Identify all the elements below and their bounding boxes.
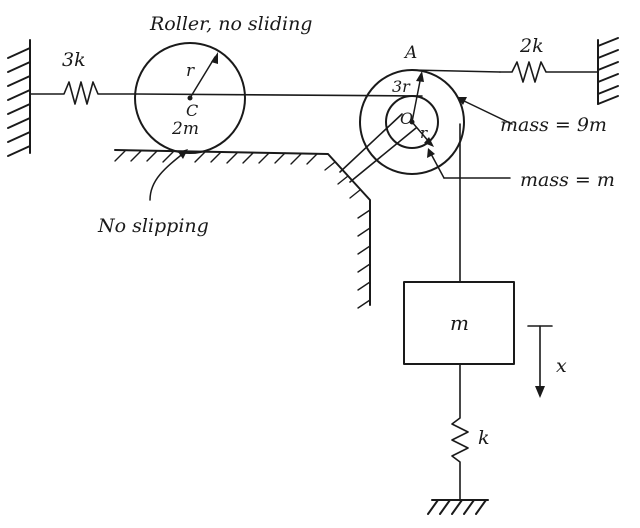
right-wall <box>598 38 618 104</box>
displacement-arrowhead <box>535 386 545 398</box>
bottom-spring <box>452 364 468 500</box>
roller-string <box>136 94 422 96</box>
point-a-label: A <box>405 43 418 63</box>
inner-radius-label: r <box>420 124 428 142</box>
outer-radius-arrowhead <box>416 71 424 82</box>
no-slipping-label: No slipping <box>98 215 209 237</box>
inner-mass-arrowhead <box>427 148 435 158</box>
roller-radius-arrowhead <box>211 52 218 64</box>
inner-mass-label: mass = m <box>520 169 615 191</box>
outer-radius-arrow <box>412 76 421 122</box>
outer-mass-label: mass = 9m <box>500 114 607 136</box>
roller-mass-label: 2m <box>172 119 199 139</box>
block-mass-label: m <box>450 311 469 335</box>
bottom-spring-label: k <box>478 427 490 449</box>
left-spring <box>30 82 136 104</box>
left-wall <box>8 40 30 156</box>
displacement-arrow <box>528 326 552 390</box>
roller-center-label: C <box>186 101 199 120</box>
pulley-center-label: O <box>400 109 414 128</box>
right-spring <box>500 62 598 82</box>
roller-radius-label: r <box>186 61 195 81</box>
displacement-label: x <box>556 355 567 377</box>
left-spring-label: 3k <box>62 49 86 71</box>
no-slipping-pointer <box>150 152 185 200</box>
right-spring-label: 2k <box>520 35 544 57</box>
roller-title: Roller, no sliding <box>150 13 313 35</box>
bottom-ground <box>428 500 488 514</box>
outer-radius-label: 3r <box>392 77 410 96</box>
